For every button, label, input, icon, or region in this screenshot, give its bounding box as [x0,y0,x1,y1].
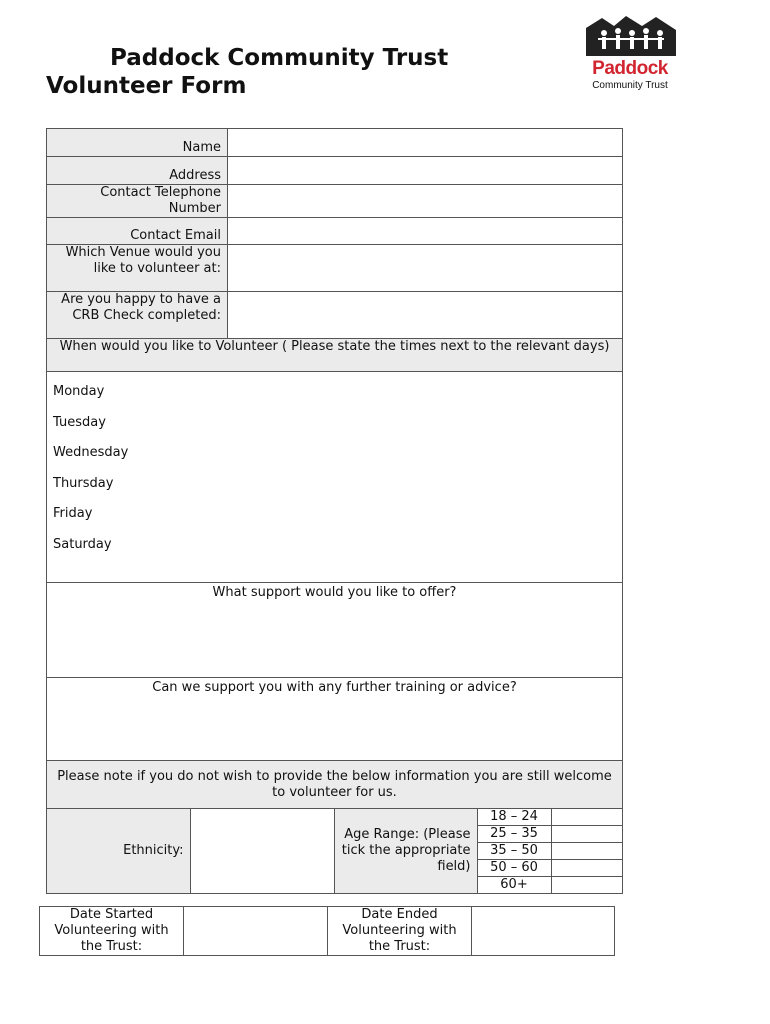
crb-input[interactable] [228,292,623,339]
page-title: Paddock Community Trust Volunteer Form [46,45,449,99]
age-range-option: 60+ [477,877,551,894]
date-ended-label: Date Ended Volunteering with the Trust: [328,907,472,956]
day-tuesday: Tuesday [53,414,106,430]
age-range-option: 18 – 24 [477,809,551,826]
ethnicity-input[interactable] [190,809,334,894]
crb-label: Are you happy to have a CRB Check completed: [47,292,228,339]
day-thursday: Thursday [53,475,114,491]
training-field[interactable] [47,678,623,761]
name-input[interactable] [228,129,623,157]
ethnicity-label: Ethnicity: [46,809,190,894]
logo-subtitle: Community Trust [592,80,668,91]
age-range-option: 25 – 35 [477,826,551,843]
day-friday: Friday [53,506,93,521]
paddock-logo [580,14,690,94]
venue-label: Which Venue would you like to volunteer at: [47,245,228,292]
age-range-option: 35 – 50 [477,843,551,860]
date-started-label: Date Started Volunteering with the Trust: [40,907,184,956]
email-input[interactable] [228,218,623,245]
phone-input[interactable] [228,185,623,218]
age-range-tick[interactable] [551,843,622,860]
houses-people-icon [580,14,680,58]
day-wednesday: Wednesday [53,445,129,460]
times-header: When would you like to Volunteer ( Please state the times next to the relevant days) [47,339,623,372]
address-label: Address [47,157,228,185]
age-range-label: Age Range: (Please tick the appropriate field) [334,809,477,894]
age-range-tick[interactable] [551,860,622,877]
support-offer-field[interactable] [47,583,623,678]
day-monday: Monday [53,384,105,399]
logo-name: Paddock [592,58,668,79]
email-label: Contact Email [47,218,228,245]
age-range-option: 50 – 60 [477,860,551,877]
date-ended-input[interactable] [472,907,615,956]
support-header: What support would you like to offer? [212,585,457,600]
phone-label: Contact Telephone Number [47,185,228,218]
age-range-tick[interactable] [551,826,622,843]
privacy-note: Please note if you do not wish to provide the below information you are still welcome to volunteer for us. [47,761,623,809]
name-label: Name [47,129,228,157]
days-list[interactable] [47,372,623,583]
age-range-tick[interactable] [551,809,622,826]
age-range-tick[interactable] [551,877,622,894]
volunteering-dates-table [39,906,615,956]
address-input[interactable] [228,157,623,185]
date-started-input[interactable] [184,907,328,956]
volunteer-form-table [46,128,623,894]
venue-input[interactable] [228,245,623,292]
day-saturday: Saturday [53,536,112,552]
training-header: Can we support you with any further training or advice? [152,680,517,695]
